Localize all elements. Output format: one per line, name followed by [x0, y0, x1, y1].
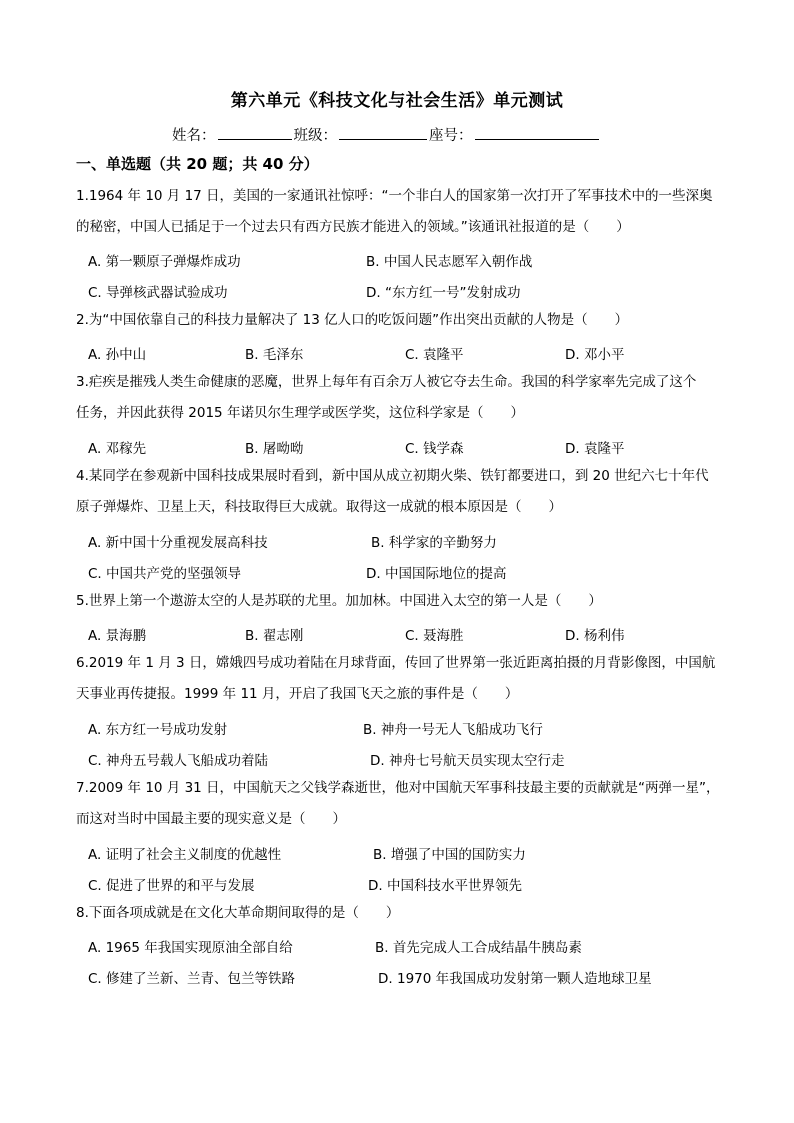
question-5-option-c[interactable]: C. 聂海胜: [405, 628, 464, 644]
question-2-option-d[interactable]: D. 邓小平: [565, 347, 625, 363]
question-4-option-a[interactable]: A. 新中国十分重视发展高科技: [88, 535, 268, 551]
question-2-option-b[interactable]: B. 毛泽东: [245, 347, 304, 363]
question-line: 7.2009 年 10 月 31 日，中国航天之父钱学森逝世，他对中国航天军事科技最主要的贡献就是“两弹一星”，: [76, 780, 720, 796]
question-line: 2.为“中国依靠自己的科技力量解决了 13 亿人口的吃饭问题”作出突出贡献的人物是（ ）: [76, 312, 629, 328]
question-2-stem: [76, 305, 724, 336]
question-2-option-a[interactable]: A. 孙中山: [88, 347, 147, 363]
seat-label: 座号：: [429, 128, 473, 144]
question-2-option-c[interactable]: C. 袁隆平: [405, 347, 464, 363]
question-5-option-b[interactable]: B. 翟志刚: [245, 628, 304, 644]
question-7-option-a[interactable]: A. 证明了社会主义制度的优越性: [88, 847, 282, 863]
question-3-option-b[interactable]: B. 屠呦呦: [245, 441, 304, 457]
question-8-stem: [76, 898, 724, 929]
question-line: 4.某同学在参观新中国科技成果展时看到，新中国从成立初期火柴、铁钉都要进口，到 20 世纪六七十年代: [76, 468, 709, 484]
question-line: 8.下面各项成就是在文化大革命期间取得的是（ ）: [76, 905, 400, 921]
question-3-option-c[interactable]: C. 钱学森: [405, 441, 464, 457]
question-6-option-d[interactable]: D. 神舟七号航天员实现太空行走: [370, 753, 565, 769]
question-7-option-b[interactable]: B. 增强了中国的国防实力: [373, 847, 526, 863]
question-8-option-d[interactable]: D. 1970 年我国成功发射第一颗人造地球卫星: [378, 971, 652, 987]
seat-blank[interactable]: [475, 125, 599, 140]
question-4-option-d[interactable]: D. 中国国际地位的提高: [366, 566, 507, 582]
question-1-stem: [76, 181, 724, 243]
question-7-stem: [76, 773, 724, 835]
question-line: 6.2019 年 1 月 3 日，嫦娥四号成功着陆在月球背面，传回了世界第一张近距离拍摄的月背影像图，中国航: [76, 655, 716, 671]
question-4-stem: [76, 461, 724, 523]
question-8-option-c[interactable]: C. 修建了兰新、兰青、包兰等铁路: [88, 971, 296, 987]
question-3-stem: [76, 367, 724, 429]
question-5-option-a[interactable]: A. 景海鹏: [88, 628, 147, 644]
question-3-option-a[interactable]: A. 邓稼先: [88, 441, 147, 457]
question-6-stem: [76, 648, 724, 710]
name-label: 姓名：: [172, 128, 216, 144]
question-4-option-c[interactable]: C. 中国共产党的坚强领导: [88, 566, 242, 582]
question-line: 1.1964 年 10 月 17 日，美国的一家通讯社惊呼：“一个非白人的国家第一次打开了军事技术中的一些深奥: [76, 188, 713, 204]
question-line: 3.疟疾是摧残人类生命健康的恶魔，世界上每年有百余万人被它夺去生命。我国的科学家率先完成了这个: [76, 374, 697, 390]
question-1-option-a[interactable]: A. 第一颗原子弹爆炸成功: [88, 254, 241, 270]
question-5-option-d[interactable]: D. 杨利伟: [565, 628, 625, 644]
question-line: 的秘密，中国人已插足于一个过去只有西方民族才能进入的领域。”该通讯社报道的是（ ）: [76, 219, 630, 235]
section-heading: 一、单选题（共 20 题；共 40 分）: [76, 155, 319, 173]
question-5-stem: [76, 586, 724, 617]
question-6-option-a[interactable]: A. 东方红一号成功发射: [88, 722, 228, 738]
question-line: 原子弹爆炸、卫星上天，科技取得巨大成就。取得这一成就的根本原因是（ ）: [76, 499, 562, 515]
question-1-option-c[interactable]: C. 导弹核武器试验成功: [88, 285, 228, 301]
question-line: 5.世界上第一个遨游太空的人是苏联的尤里。加加林。中国进入太空的第一人是（ ）: [76, 593, 602, 609]
question-line: 任务，并因此获得 2015 年诺贝尔生理学或医学奖，这位科学家是（ ）: [76, 405, 524, 421]
student-info-row: [172, 124, 601, 145]
question-3-option-d[interactable]: D. 袁隆平: [565, 441, 625, 457]
question-6-option-c[interactable]: C. 神舟五号载人飞船成功着陆: [88, 753, 269, 769]
question-1-option-d[interactable]: D. “东方红一号”发射成功: [366, 285, 521, 301]
class-label: 班级：: [293, 128, 337, 144]
question-7-option-c[interactable]: C. 促进了世界的和平与发展: [88, 878, 255, 894]
name-blank[interactable]: [218, 125, 292, 140]
question-line: 而这对当时中国最主要的现实意义是（ ）: [76, 811, 346, 827]
question-1-option-b[interactable]: B. 中国人民志愿军入朝作战: [366, 254, 533, 270]
question-4-option-b[interactable]: B. 科学家的辛勤努力: [371, 535, 497, 551]
question-8-option-a[interactable]: A. 1965 年我国实现原油全部自给: [88, 940, 293, 956]
class-blank[interactable]: [339, 125, 427, 140]
question-8-option-b[interactable]: B. 首先完成人工合成结晶牛胰岛素: [375, 940, 582, 956]
question-6-option-b[interactable]: B. 神舟一号无人飞船成功飞行: [363, 722, 543, 738]
question-line: 天事业再传捷报。1999 年 11 月，开启了我国飞天之旅的事件是（ ）: [76, 686, 519, 702]
question-7-option-d[interactable]: D. 中国科技水平世界领先: [368, 878, 522, 894]
page-title: 第六单元《科技文化与社会生活》单元测试: [230, 91, 564, 111]
